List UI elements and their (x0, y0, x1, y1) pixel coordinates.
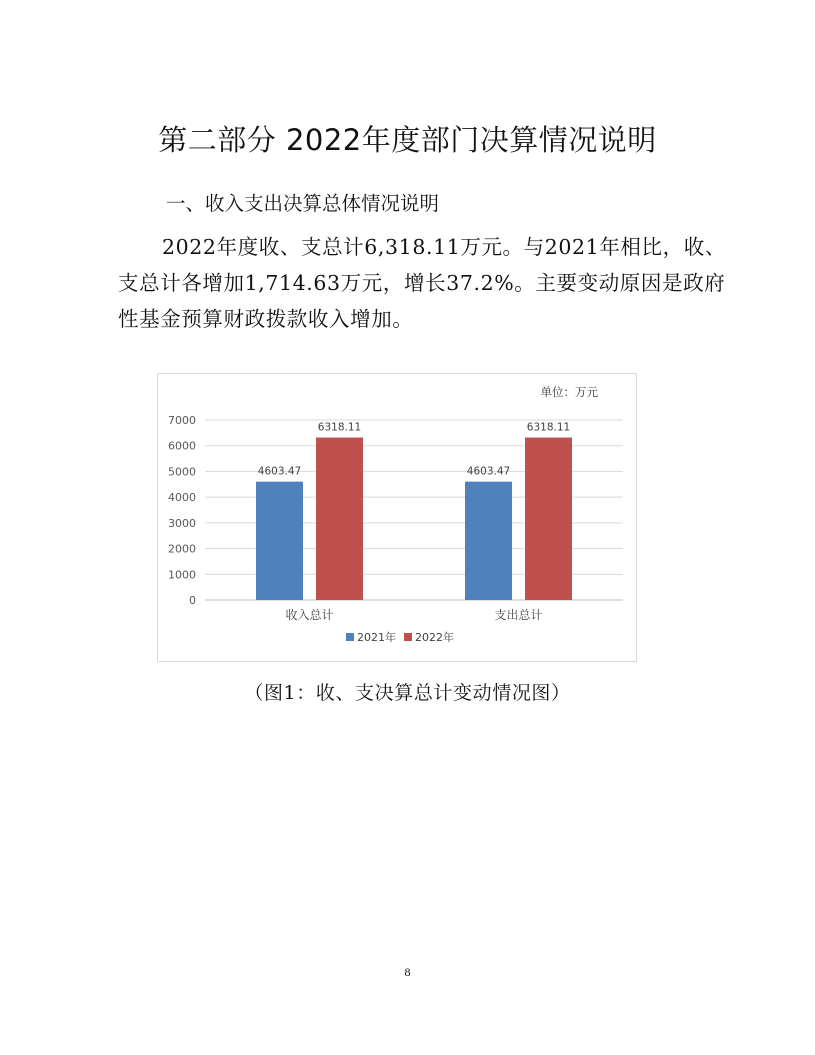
x-tick-label: 支出总计 (494, 608, 543, 622)
y-tick-label: 4000 (168, 491, 196, 505)
figure-caption: （图1：收、支决算总计变动情况图） (244, 682, 571, 704)
bar-chart (157, 373, 637, 662)
legend-swatch (346, 633, 354, 641)
y-tick-label: 1000 (168, 568, 196, 582)
y-tick-label: 7000 (168, 414, 196, 427)
paragraph-line: 支总计各增加1,714.63万元，增长37.2%。主要变动原因是政府 (118, 271, 726, 295)
data-label: 4603.47 (257, 465, 302, 478)
y-tick-label: 3000 (168, 516, 196, 530)
y-tick-label: 0 (189, 594, 196, 607)
chart-canvas (158, 374, 636, 661)
page-title: 第二部分 2022年度部门决算情况说明 (158, 123, 657, 157)
legend-label: 2021年 (357, 631, 396, 644)
legend-swatch (404, 633, 412, 641)
bar (525, 438, 572, 600)
bar (256, 482, 303, 600)
legend-label: 2022年 (415, 631, 454, 644)
bar (316, 438, 363, 600)
bar (465, 482, 512, 600)
y-tick-label: 2000 (168, 542, 196, 556)
data-label: 6318.11 (526, 421, 571, 434)
x-tick-label: 收入总计 (285, 608, 334, 622)
y-tick-label: 6000 (168, 439, 196, 453)
paragraph-line: 性基金预算财政拨款收入增加。 (118, 307, 414, 331)
y-tick-label: 5000 (168, 465, 196, 479)
data-label: 4603.47 (466, 465, 511, 478)
section-heading: 一、收入支出决算总体情况说明 (166, 192, 440, 215)
data-label: 6318.11 (317, 421, 362, 434)
chart-unit-label: 单位：万元 (540, 385, 598, 399)
paragraph-line: 2022年度收、支总计6,318.11万元。与2021年相比，收、 (162, 235, 726, 259)
body-paragraph (118, 229, 726, 337)
page-number: 8 (404, 965, 411, 979)
